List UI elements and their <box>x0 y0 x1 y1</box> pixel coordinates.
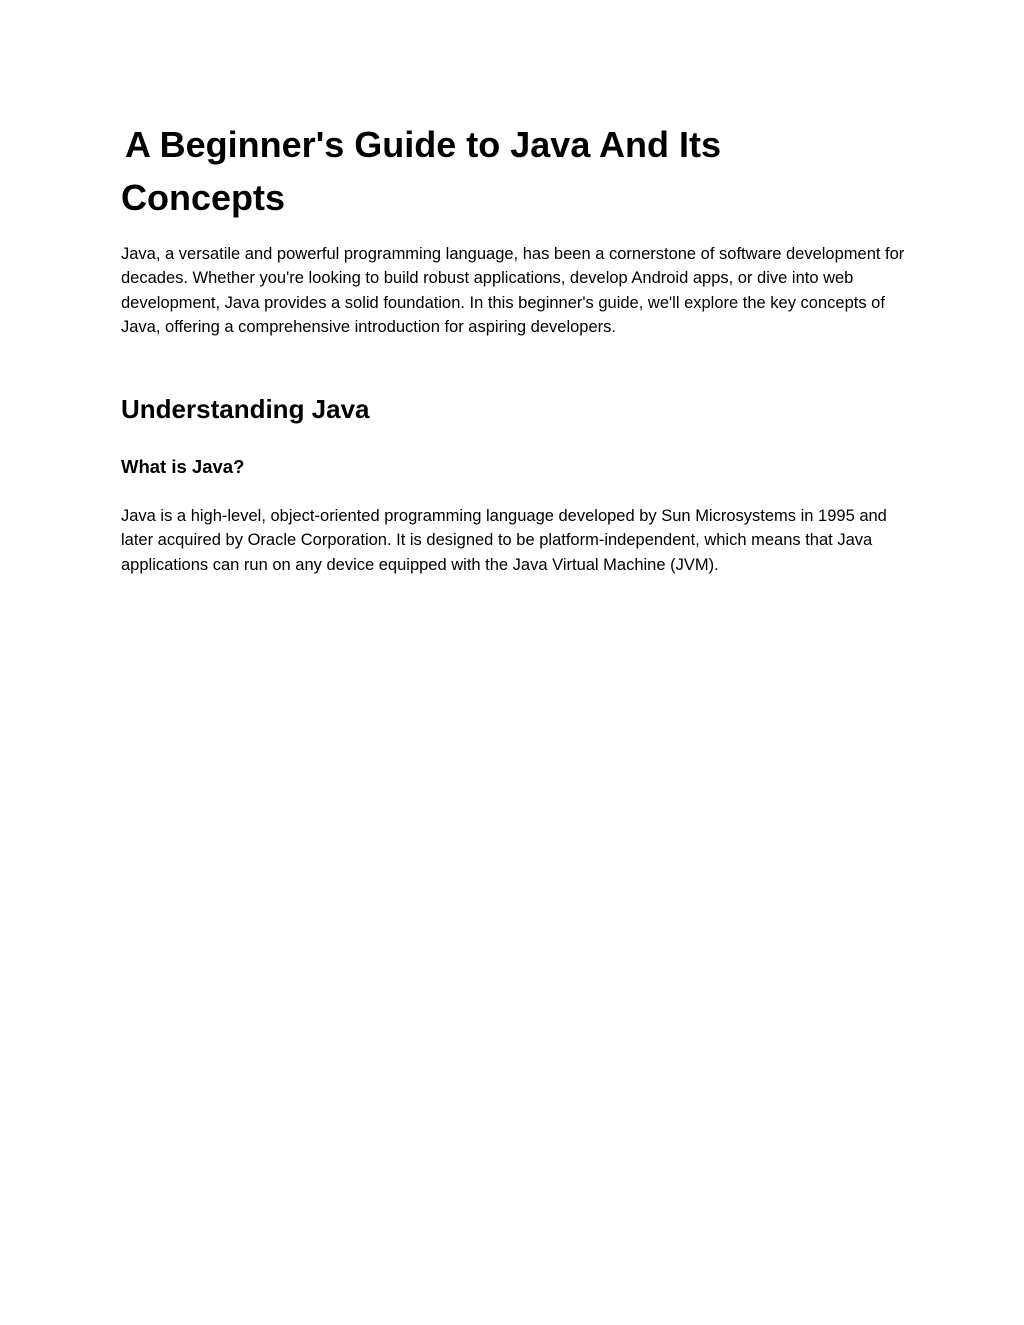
section-heading: Understanding Java <box>121 394 370 424</box>
body-paragraph: Java is a high-level, object-oriented programming language developed by Sun Microsystems in 1995 and later acquired by Oracle Corporation. It is designed to be platform-independent, which means that Java applications can run on any device equipped with the Java Virtual Machine (JVM). <box>121 507 887 574</box>
document-title <box>121 118 881 224</box>
subsection-heading: What is Java? <box>121 456 245 477</box>
title-text: A Beginner's Guide to Java And Its Concepts <box>121 124 722 218</box>
intro-paragraph: Java, a versatile and powerful programming language, has been a cornerstone of software development for decades. Whether you're looking to build robust applications, develop Android apps, or dive into web development, Java provides a solid foundation. In this beginner's guide, we'll explore the key concepts of Java, offering a comprehensive introduction for aspiring developers. <box>121 245 905 336</box>
